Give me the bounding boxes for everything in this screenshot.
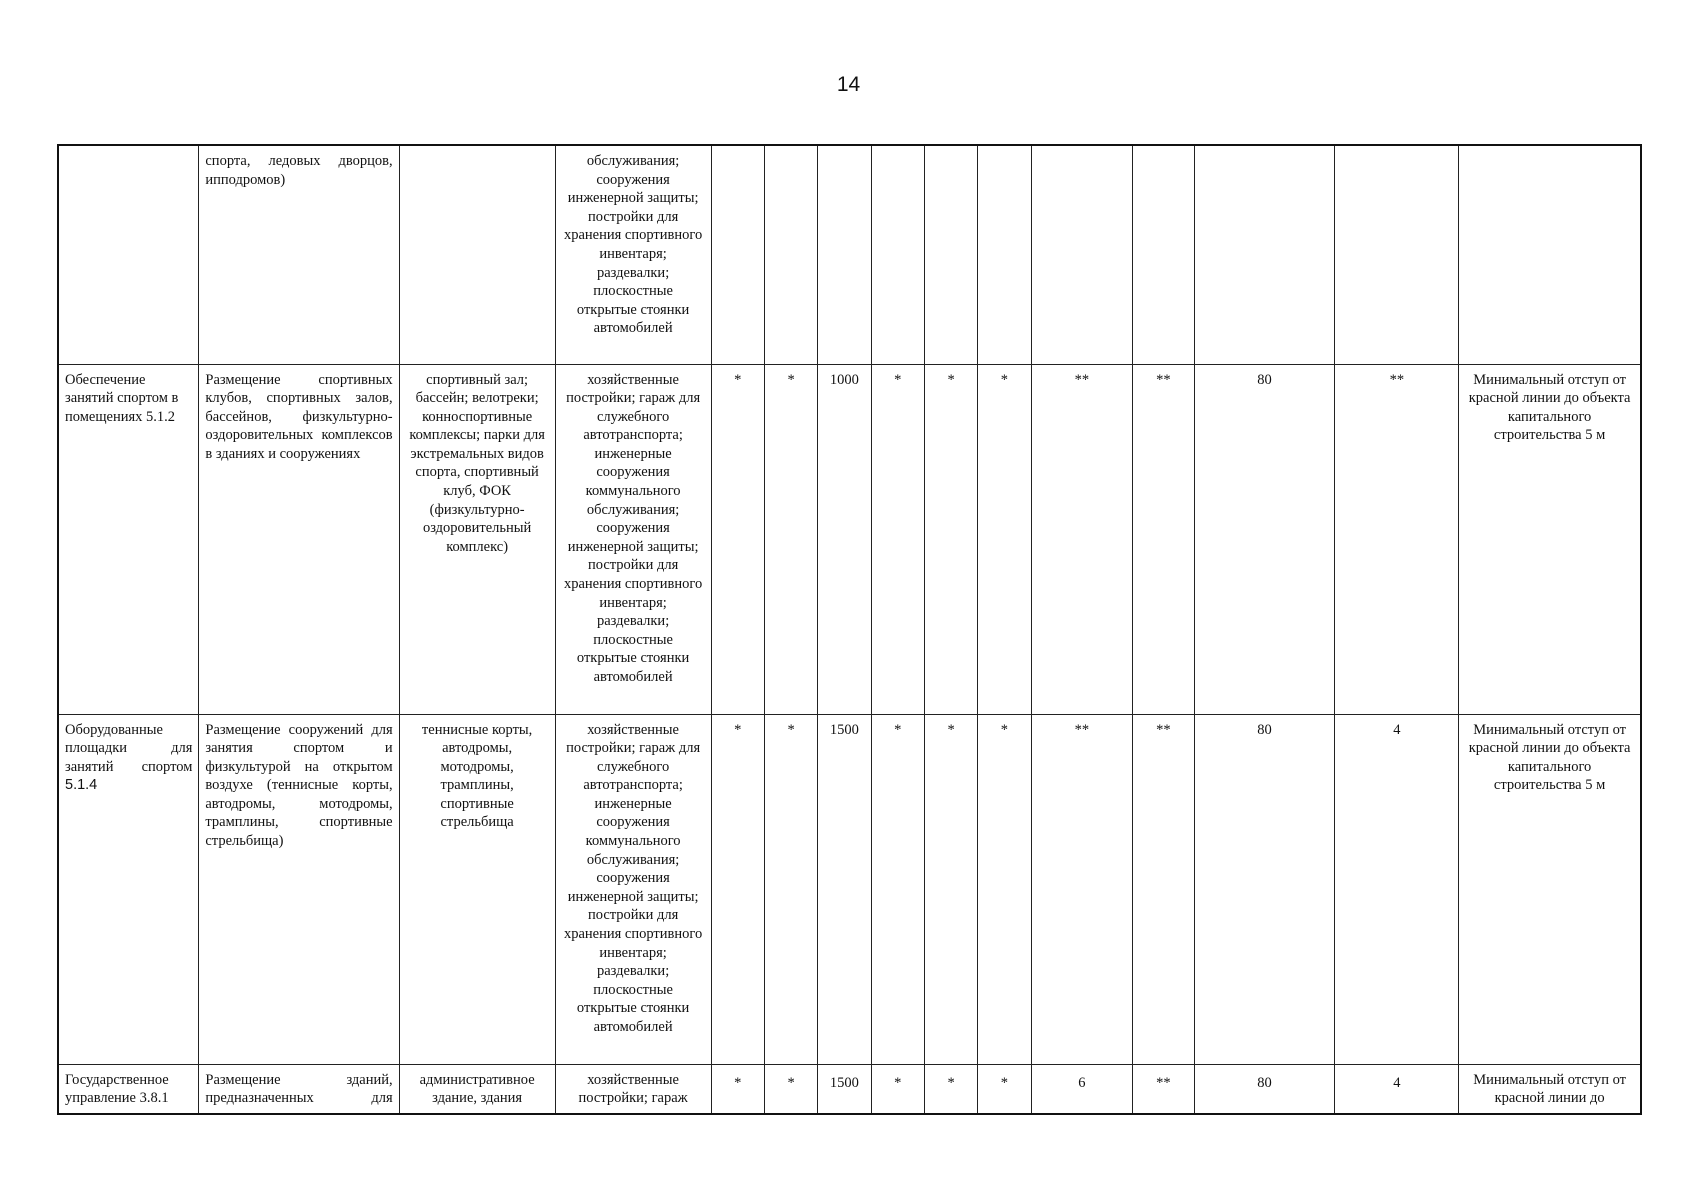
cell-param — [711, 145, 764, 364]
cell-param: 80 — [1194, 364, 1335, 714]
cell-param: ** — [1133, 1064, 1194, 1114]
cell-param: * — [711, 364, 764, 714]
cell-param: 4 — [1335, 1064, 1459, 1114]
cell-param — [764, 145, 817, 364]
cell-param: ** — [1133, 364, 1194, 714]
cell-param: * — [978, 714, 1031, 1064]
cell-param — [1133, 145, 1194, 364]
cell-param: 1000 — [818, 364, 871, 714]
table-row — [58, 145, 1641, 364]
cell-use-description: Размещение спортивных клубов, спортивных залов, бассейнов, физкультурно-оздоровительных комплексов в зданиях и сооружениях — [199, 364, 399, 714]
cell-param: ** — [1133, 714, 1194, 1064]
cell-param — [871, 145, 924, 364]
cell-param: ** — [1031, 364, 1133, 714]
cell-param: * — [711, 1064, 764, 1114]
regulations-table — [57, 144, 1642, 1115]
cell-param: * — [764, 714, 817, 1064]
cell-main-uses: административное здание, здания — [399, 1064, 555, 1114]
cell-note: Минимальный отступ от красной линии до — [1459, 1064, 1641, 1114]
cell-param: 80 — [1194, 714, 1335, 1064]
cell-main-uses: спортивный зал; бассейн; велотреки; конноспортивные комплексы; парки для экстремальных видов спорта, спортивный клуб, ФОК (физкультурно-оздоровительный комплекс) — [399, 364, 555, 714]
cell-param: * — [871, 714, 924, 1064]
cell-param: * — [871, 1064, 924, 1114]
cell-use-description: Размещение зданий, предназначенных для — [199, 1064, 399, 1114]
cell-param: * — [978, 364, 1031, 714]
cell-param — [978, 145, 1031, 364]
cell-param: * — [924, 714, 977, 1064]
cell-param: * — [711, 714, 764, 1064]
cell-param: ** — [1031, 714, 1133, 1064]
cell-param: ** — [1335, 364, 1459, 714]
cell-param: * — [764, 364, 817, 714]
page-number: 14 — [836, 73, 861, 96]
cell-use-type: Государственное управление 3.8.1 — [58, 1064, 199, 1114]
cell-param — [1194, 145, 1335, 364]
cell-auxiliary-uses: хозяйственные постройки; гараж для служебного автотранспорта; инженерные сооружения коммунального обслуживания; сооружения инженерной защиты; постройки для хранения спортивного инвентаря; раздевалки; плоскостные открытые стоянки автомобилей — [555, 714, 711, 1064]
cell-param: 80 — [1194, 1064, 1335, 1114]
cell-use-type — [58, 714, 199, 1064]
use-type-code: 5.1.4 — [65, 777, 98, 794]
cell-param: * — [978, 1064, 1031, 1114]
cell-param — [818, 145, 871, 364]
cell-param: 1500 — [818, 714, 871, 1064]
cell-auxiliary-uses: хозяйственные постройки; гараж — [555, 1064, 711, 1114]
cell-param: 1500 — [818, 1064, 871, 1114]
table-row — [58, 1064, 1641, 1114]
cell-param: * — [924, 364, 977, 714]
cell-use-description: Размещение сооружений для занятия спортом и физкультурой на открытом воздухе (теннисные корты, автодромы, мотодромы, трамплины, спортивные стрельбища) — [199, 714, 399, 1064]
cell-param: * — [924, 1064, 977, 1114]
cell-note: Минимальный отступ от красной линии до объекта капитального строительства 5 м — [1459, 364, 1641, 714]
cell-param: 6 — [1031, 1064, 1133, 1114]
table-row — [58, 364, 1641, 714]
cell-use-type: Обеспечение занятий спортом в помещениях 5.1.2 — [58, 364, 199, 714]
cell-param: * — [871, 364, 924, 714]
cell-auxiliary-uses: хозяйственные постройки; гараж для служебного автотранспорта; инженерные сооружения коммунального обслуживания; сооружения инженерной защиты; постройки для хранения спортивного инвентаря; раздевалки; плоскостные открытые стоянки автомобилей — [555, 364, 711, 714]
cell-use-type — [58, 145, 199, 364]
cell-param: 4 — [1335, 714, 1459, 1064]
cell-param — [1031, 145, 1133, 364]
use-type-name: Оборудованные площадки для занятий спортом — [65, 721, 193, 775]
cell-use-description: спорта, ледовых дворцов, ипподромов) — [199, 145, 399, 364]
cell-param — [1335, 145, 1459, 364]
cell-note — [1459, 145, 1641, 364]
cell-auxiliary-uses: обслуживания; сооружения инженерной защиты; постройки для хранения спортивного инвентаря; раздевалки; плоскостные открытые стоянки автомобилей — [555, 145, 711, 364]
cell-note: Минимальный отступ от красной линии до объекта капитального строительства 5 м — [1459, 714, 1641, 1064]
cell-main-uses — [399, 145, 555, 364]
table-row — [58, 714, 1641, 1064]
cell-param: * — [764, 1064, 817, 1114]
cell-main-uses: теннисные корты, автодромы, мотодромы, трамплины, спортивные стрельбища — [399, 714, 555, 1064]
cell-param — [924, 145, 977, 364]
